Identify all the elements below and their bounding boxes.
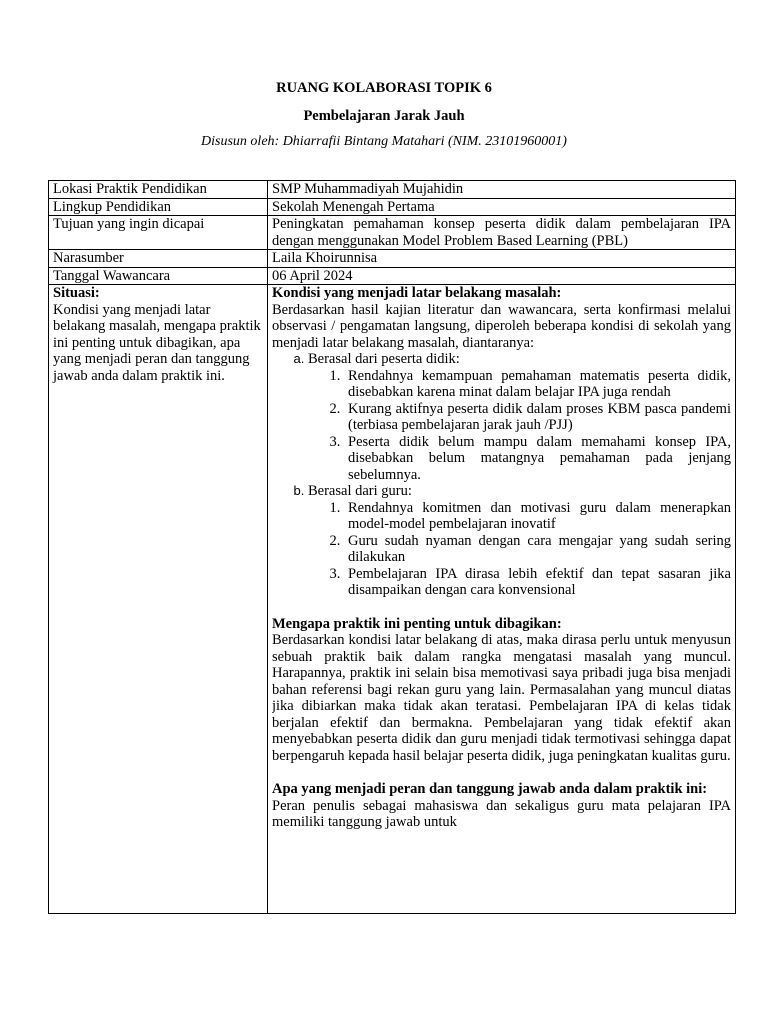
row-value: Peningkatan pemahaman konsep peserta didik dalam pembelajaran IPA dengan menggunakan Model Problem Based Learning (PBL) xyxy=(268,216,736,250)
document-title: RUANG KOLABORASI TOPIK 6 xyxy=(276,80,492,96)
peran-heading: Apa yang menjadi peran dan tanggung jawab anda dalam praktik ini: xyxy=(272,781,708,797)
situasi-description: Kondisi yang menjadi latar belakang masalah, mengapa praktik ini penting untuk dibagikan, apa yang menjadi peran dan tanggung jawab anda dalam praktik ini. xyxy=(53,301,261,384)
row-value: SMP Muhammadiyah Mujahidin xyxy=(268,181,736,199)
situasi-content-cell xyxy=(268,285,736,914)
list-item: 1. Rendahnya komitmen dan motivasi guru dalam menerapkan model-model pembelajaran inovatif xyxy=(344,500,731,533)
row-label: Lingkup Pendidikan xyxy=(49,198,268,216)
table-row-lokasi xyxy=(49,181,736,199)
row-label: Tujuan yang ingin dicapai xyxy=(49,216,268,250)
group-label: Berasal dari peserta didik: xyxy=(308,351,460,367)
group-label: Berasal dari guru: xyxy=(308,483,412,499)
kondisi-heading: Kondisi yang menjadi latar belakang masalah: xyxy=(272,285,562,301)
situasi-label-cell xyxy=(49,285,268,914)
list-item xyxy=(308,351,731,483)
list-item: 2. Kurang aktifnya peserta didik dalam proses KBM pasca pandemi (terbiasa pembelajaran jarak jauh /PJJ) xyxy=(344,401,731,434)
mengapa-heading: Mengapa praktik ini penting untuk dibagikan: xyxy=(272,615,562,632)
row-value: 06 April 2024 xyxy=(268,267,736,285)
numbered-list xyxy=(308,368,731,484)
mengapa-text: Berdasarkan kondisi latar belakang di atas, maka dirasa perlu untuk menyusun sebuah praktik baik dalam rangka mengatasi masalah yang muncul. Harapannya, praktik ini selain bisa memotivasi saya pribadi juga bisa menjadi bahan referensi bagi rekan guru yang lain. Permasalahan yang muncul diatas jika dibiarkan maka tidak akan teratasi. Pembelajaran IPA di kelas tidak berjalan efektif dan bermakna. Pembelajaran yang tidak efektif akan menyebabkan peserta didik dan guru menjadi tidak termotivasi sehingga dapat berpengaruh kepada hasil belajar peserta didik, juga peningkatan kualitas guru. xyxy=(272,632,731,764)
table-row-tujuan xyxy=(49,216,736,250)
table-row-tanggal xyxy=(49,267,736,285)
kondisi-groups xyxy=(272,351,731,599)
list-item: 1. Rendahnya kemampuan pemahaman matematis peserta didik, disebabkan karena minat dalam belajar IPA juga rendah xyxy=(344,368,731,401)
kondisi-intro: Berdasarkan hasil kajian literatur dan wawancara, serta konfirmasi melalui observasi / pengamatan langsung, diperoleh beberapa kondisi di sekolah yang menjadi latar belakang masalah, diantaranya: xyxy=(272,301,731,351)
numbered-list xyxy=(308,500,731,599)
peran-text: Peran penulis sebagai mahasiswa dan sekaligus guru mata pelajaran IPA memiliki tanggung jawab untuk xyxy=(272,797,731,830)
table-row-situasi xyxy=(49,285,736,914)
document-subtitle: Pembelajaran Jarak Jauh xyxy=(303,108,465,124)
row-label: Lokasi Praktik Pendidikan xyxy=(49,181,268,199)
list-item xyxy=(308,483,731,599)
situasi-label: Situasi: xyxy=(53,285,100,301)
row-label: Tanggal Wawancara xyxy=(49,267,268,285)
list-item: 2. Guru sudah nyaman dengan cara mengajar yang sudah sering dilakukan xyxy=(344,533,731,566)
info-table xyxy=(48,180,736,914)
table-row-narasumber xyxy=(49,250,736,268)
table-row-lingkup xyxy=(49,198,736,216)
row-label: Narasumber xyxy=(49,250,268,268)
document-author: Disusun oleh: Dhiarrafii Bintang Matahari (NIM. 23101960001) xyxy=(201,134,567,149)
list-item: 3. Peserta didik belum mampu dalam memahami konsep IPA, disebabkan belum matangnya pemahaman pada jenjang sebelumnya. xyxy=(344,434,731,484)
row-value: Laila Khoirunnisa xyxy=(268,250,736,268)
row-value: Sekolah Menengah Pertama xyxy=(268,198,736,216)
list-item: 3. Pembelajaran IPA dirasa lebih efektif dan tepat sasaran jika disampaikan dengan cara konvensional xyxy=(344,566,731,599)
